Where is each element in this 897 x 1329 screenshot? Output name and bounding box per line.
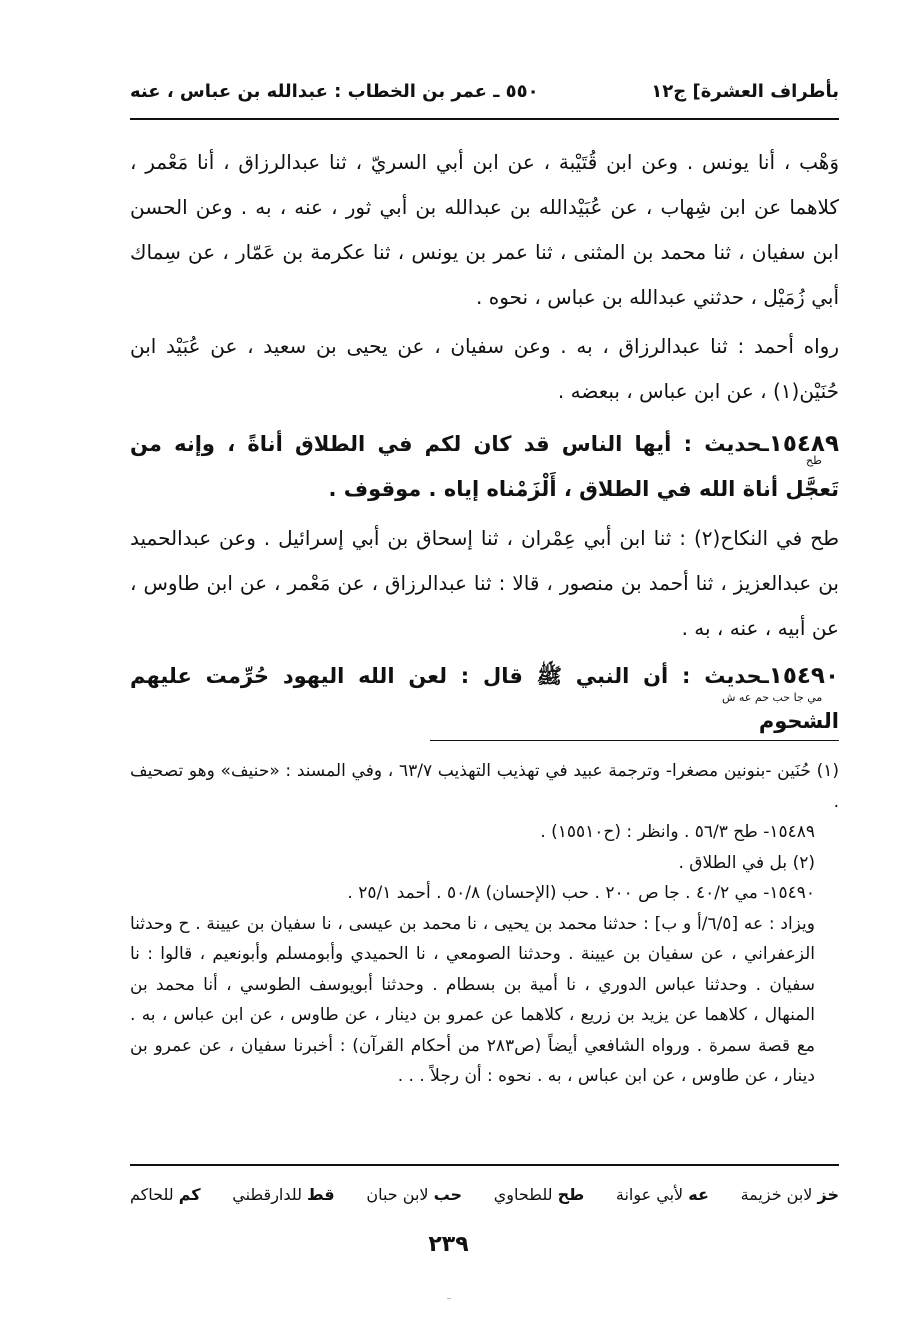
scan-mark [447,1298,451,1299]
footnote: ويزاد : عه [٦/٥/أ و ب] : حدثنا محمد بن يحيى ، نا محمد بن عيسى ، نا سفيان بن عيينة . ح وحدثنا الزعفراني ، عن سفيان بن عيينة . وحدثنا الصومعي ، نا الحميدي وأبومسلم وأبونعيم ، قالوا : نا سفيان . وحدثنا عباس الدوري ، نا أمية بن بسطام . وحدثنا أبويوسف الطوسي ، أنا محمد بن المنهال ، كلاهما عن يزيد بن زريع ، كلاهما عن عمرو بن دينار ، عن طاوس ، عن ابن عباس ، به . مع قصة سمرة . ورواه الشافعي أيضاً (ص٢٨٣ من أحكام القرآن) : أخبرنا سفيان ، عن عمرو بن دينار ، عن طاوس ، عن ابن عباس ، به . نحوه : أن رجلاً . . . [130,913,815,1086]
footnote: ١٥٤٩٠- مي ٤٠/٢ . جا ص ٢٠٠ . حب (الإحسان) ٥٠/٨ . أحمد ٢٥/١ . [347,883,815,903]
hadith-number: ١٥٤٨٩ [768,431,839,457]
abbreviation-item: حب لابن حبان [366,1184,463,1204]
hadith-sigla: مي جا حب حم عه ش [722,691,823,704]
isnad-paragraph: وَهْب ، أنا يونس . وعن ابن قُتَيْبة ، عن ابن أبي السريّ ، ثنا عبدالرزاق ، أنا مَعْمر ، كلاهما عن ابن شِهاب ، عن عُبَيْدالله بن عبدالله بن أبي ثور ، عنه ، به . وعن الحسن ابن سفيان ، ثنا محمد بن المثنى ، ثنا عمر بن يونس ، ثنا عكرمة بن عَمّار ، عن سِماك أبي زُمَيْل ، حدثني عبدالله بن عباس ، نحوه . [130,150,839,309]
footnote: (٢) بل في الطلاق . [678,852,815,873]
footnote: (١) حُنَين -بنونين مصغرا- وترجمة عبيد في تهذيب التهذيب ٦٣/٧ ، وفي المسند : «حنيف» وهو تصحيف . [130,761,839,812]
abbreviation-item: خز لابن خزيمة [740,1184,839,1204]
footnote: ١٥٤٨٩- طح ٥٦/٣ . وانظر : (ح١٥٥١٠) . [540,822,815,842]
running-header [130,76,839,106]
ahmad-paragraph: رواه أحمد : ثنا عبدالرزاق ، به . وعن سفيان ، عن يحيى بن سعيد ، عن عُبَيْد ابن حُنَيْن(١) ، عن ابن عباس ، ببعضه . [130,334,839,403]
abbreviation-item: كم للحاكم [130,1184,201,1204]
hadith-text: أيها الناس قد كان لكم في الطلاق أناةً ، وإنه من تَعجَّل أناة الله في الطلاق ، أَلْزَمْناه إياه . موقوف . [130,432,839,501]
header-book-title: بأطراف العشرة] ج١٢ [651,80,839,102]
footnote-divider [430,740,839,741]
tahawi-paragraph: طح في النكاح(٢) : ثنا ابن أبي عِمْران ، ثنا إسحاق بن أبي إسرائيل . وعن عبدالحميد بن عبدالعزيز ، ثنا أحمد بن منصور ، قالا : ثنا عبدالرزاق ، عن مَعْمر ، عن ابن طاوس ، عن أبيه ، عنه ، به . [130,526,839,640]
hadith-number: ١٥٤٩٠ [768,663,839,689]
abbreviation-item: طح للطحاوي [493,1184,585,1204]
header-divider [130,118,839,120]
hadith-15489 [130,422,839,512]
abbreviations-legend [130,1180,839,1208]
footnotes [130,756,839,1092]
abbreviations-divider [130,1164,839,1166]
abbreviation-item: قط للدارقطني [232,1184,335,1204]
hadith-text: أن النبي ﷺ قال : لعن الله اليهود حُرِّمت عليهم الشحوم [130,664,839,733]
header-section-title: ٥٥٠ ـ عمر بن الخطاب : عبدالله بن عباس ، عنه [130,80,539,102]
abbreviation-item: عه لأبي عوانة [615,1184,709,1204]
page-number: ٢٣٩ [428,1232,469,1257]
hadith-label: ـحديث : [683,432,769,456]
hadith-label: ـحديث : [682,664,769,688]
hadith-sigla: طح [806,454,822,467]
